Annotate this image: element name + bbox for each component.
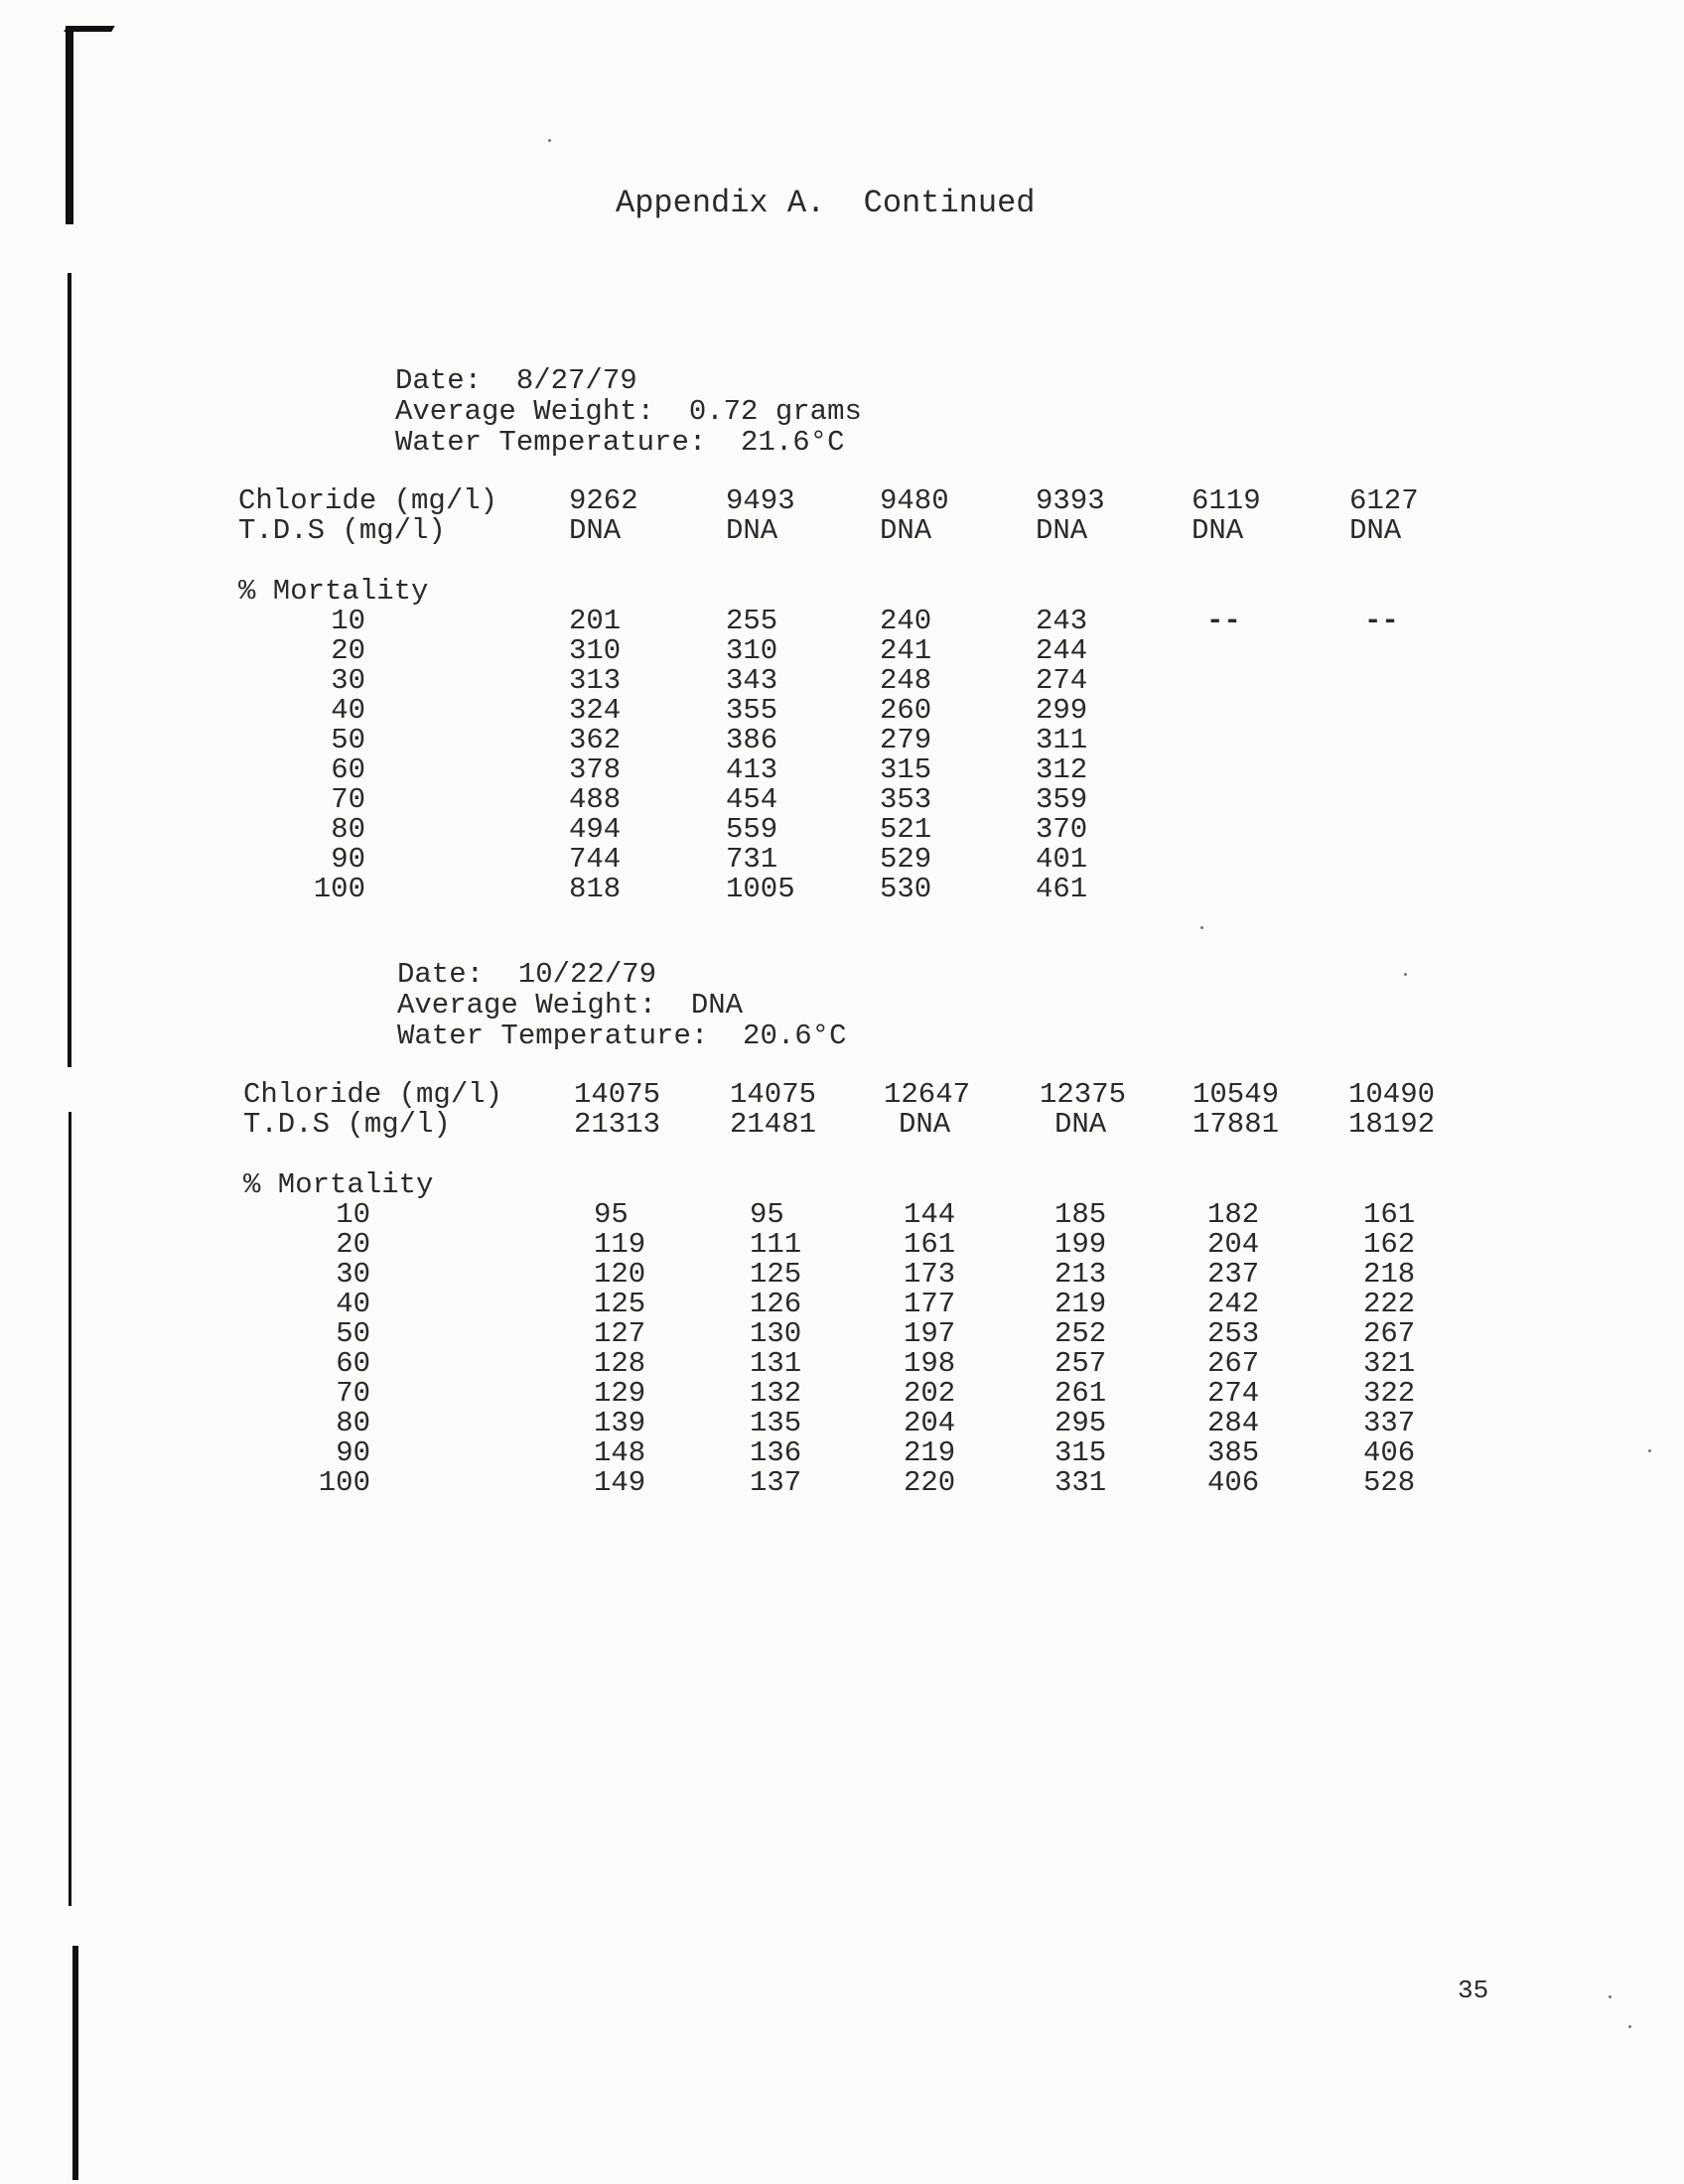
mortality-value: 818	[569, 873, 622, 905]
mortality-value: 242	[1207, 1288, 1260, 1320]
section1-tds-row	[238, 514, 1402, 547]
mortality-value: 267	[1363, 1317, 1416, 1350]
mortality-value: 261	[1054, 1377, 1107, 1410]
section1-weight: Average Weight: 0.72 grams	[395, 395, 862, 428]
mortality-value: 310	[726, 634, 778, 667]
mortality-percent: 70	[331, 783, 365, 816]
scan-speck	[548, 139, 551, 142]
mortality-value: 240	[880, 605, 932, 637]
mortality-value: 197	[904, 1317, 956, 1350]
mortality-value: 129	[594, 1377, 646, 1410]
mortality-value: 222	[1363, 1288, 1416, 1320]
mortality-value: 284	[1207, 1407, 1260, 1439]
mortality-value: 744	[569, 843, 622, 876]
tds-label: T.D.S (mg/l)	[243, 1108, 451, 1141]
mortality-value: 252	[1054, 1317, 1107, 1350]
mortality-value: 312	[1036, 753, 1088, 786]
mortality-value: 130	[750, 1317, 802, 1350]
section1-mortality-header	[238, 575, 429, 608]
mortality-value: 324	[569, 694, 622, 727]
mortality-value: 149	[594, 1466, 646, 1499]
mortality-value: 148	[594, 1436, 646, 1469]
chloride-value: 10549	[1193, 1078, 1280, 1111]
mortality-value: 299	[1036, 694, 1088, 727]
mortality-value: 204	[904, 1407, 956, 1439]
mortality-value: 337	[1363, 1407, 1416, 1439]
mortality-value: 132	[750, 1377, 802, 1410]
mortality-value: 406	[1363, 1436, 1416, 1469]
tds-value: 21481	[730, 1108, 817, 1141]
mortality-label: % Mortality	[238, 575, 429, 608]
page-number: 35	[1458, 1976, 1489, 2005]
mortality-value: 295	[1054, 1407, 1107, 1439]
mortality-value: 125	[594, 1288, 646, 1320]
mortality-value: 401	[1036, 843, 1088, 876]
mortality-value: 120	[594, 1258, 646, 1291]
mortality-value: --	[1364, 605, 1399, 637]
binding-edge-corner	[64, 26, 114, 32]
section2-chloride-row	[243, 1078, 1436, 1111]
mortality-value: 406	[1207, 1466, 1260, 1499]
mortality-percent: 100	[313, 873, 365, 905]
mortality-percent: 100	[318, 1466, 370, 1499]
mortality-value: 95	[594, 1198, 629, 1231]
mortality-value: 530	[880, 873, 932, 905]
mortality-value: 218	[1363, 1258, 1416, 1291]
binding-edge-bottom	[72, 1946, 78, 2180]
mortality-value: 279	[880, 724, 932, 756]
mortality-value: 315	[880, 753, 932, 786]
mortality-value: --	[1206, 605, 1241, 637]
mortality-value: 255	[726, 605, 778, 637]
mortality-value: 219	[1054, 1288, 1107, 1320]
mortality-value: 241	[880, 634, 932, 667]
mortality-value: 315	[1054, 1436, 1107, 1469]
mortality-value: 220	[904, 1466, 956, 1499]
scan-speck	[1648, 1449, 1651, 1452]
mortality-value: 161	[1363, 1198, 1416, 1231]
mortality-value: 139	[594, 1407, 646, 1439]
mortality-value: 131	[750, 1347, 802, 1380]
chloride-value: 12647	[884, 1078, 971, 1111]
mortality-value: 274	[1036, 664, 1088, 697]
mortality-percent: 40	[336, 1288, 370, 1320]
mortality-value: 1005	[726, 873, 795, 905]
chloride-value: 10490	[1348, 1078, 1436, 1111]
mortality-value: 244	[1036, 634, 1088, 667]
mortality-percent: 90	[336, 1436, 370, 1469]
mortality-value: 185	[1054, 1198, 1107, 1231]
mortality-value: 257	[1054, 1347, 1107, 1380]
mortality-value: 559	[726, 813, 778, 846]
section2-meta	[397, 959, 846, 1051]
mortality-value: 461	[1036, 873, 1088, 905]
mortality-value: 243	[1036, 605, 1088, 637]
mortality-value: 529	[880, 843, 932, 876]
scan-speck	[1404, 973, 1407, 976]
mortality-value: 119	[594, 1228, 646, 1261]
mortality-value: 127	[594, 1317, 646, 1350]
mortality-percent: 20	[331, 634, 365, 667]
section1-meta	[395, 365, 862, 458]
mortality-percent: 80	[336, 1407, 370, 1439]
binding-edge-mid	[68, 273, 71, 1067]
section2-temperature: Water Temperature: 20.6°C	[397, 1020, 847, 1052]
mortality-value: 353	[880, 783, 932, 816]
mortality-percent: 50	[336, 1317, 370, 1350]
mortality-value: 528	[1363, 1466, 1416, 1499]
chloride-label: Chloride (mg/l)	[238, 484, 498, 517]
mortality-percent: 50	[331, 724, 365, 756]
mortality-percent: 10	[331, 605, 365, 637]
mortality-percent: 10	[336, 1198, 370, 1231]
mortality-value: 731	[726, 843, 778, 876]
chloride-value: 6119	[1192, 484, 1261, 517]
chloride-value: 9480	[880, 484, 949, 517]
chloride-value: 12375	[1040, 1078, 1127, 1111]
mortality-value: 173	[904, 1258, 956, 1291]
mortality-value: 136	[750, 1436, 802, 1469]
mortality-value: 274	[1207, 1377, 1260, 1410]
mortality-percent: 20	[336, 1228, 370, 1261]
section2-tds-row	[243, 1108, 1436, 1141]
tds-value: 17881	[1193, 1108, 1280, 1141]
mortality-value: 267	[1207, 1347, 1260, 1380]
mortality-value: 237	[1207, 1258, 1260, 1291]
mortality-value: 95	[750, 1198, 784, 1231]
mortality-value: 413	[726, 753, 778, 786]
tds-value: DNA	[1036, 514, 1088, 547]
chloride-value: 6127	[1349, 484, 1419, 517]
mortality-percent: 90	[331, 843, 365, 876]
mortality-value: 128	[594, 1347, 646, 1380]
mortality-value: 162	[1363, 1228, 1416, 1261]
mortality-percent: 40	[331, 694, 365, 727]
mortality-value: 322	[1363, 1377, 1416, 1410]
mortality-percent: 70	[336, 1377, 370, 1410]
chloride-value: 9393	[1036, 484, 1105, 517]
mortality-percent: 30	[331, 664, 365, 697]
mortality-label: % Mortality	[243, 1168, 434, 1201]
section1-date: Date: 8/27/79	[395, 364, 637, 397]
tds-value: DNA	[1349, 514, 1402, 547]
mortality-value: 253	[1207, 1317, 1260, 1350]
section2-mortality-header	[243, 1168, 434, 1201]
mortality-value: 219	[904, 1436, 956, 1469]
mortality-value: 177	[904, 1288, 956, 1320]
mortality-percent: 60	[331, 753, 365, 786]
page-title: Appendix A. Continued	[616, 185, 1036, 221]
mortality-percent: 30	[336, 1258, 370, 1291]
mortality-value: 311	[1036, 724, 1088, 756]
mortality-percent: 60	[336, 1347, 370, 1380]
mortality-value: 331	[1054, 1466, 1107, 1499]
chloride-value: 14075	[574, 1078, 661, 1111]
binding-edge-lower	[69, 1112, 71, 1906]
mortality-value: 343	[726, 664, 778, 697]
mortality-value: 386	[726, 724, 778, 756]
mortality-value: 126	[750, 1288, 802, 1320]
mortality-value: 198	[904, 1347, 956, 1380]
section2-weight: Average Weight: DNA	[397, 989, 744, 1022]
section1-temperature: Water Temperature: 21.6°C	[395, 426, 845, 459]
binding-edge-top	[66, 26, 73, 224]
mortality-value: 454	[726, 783, 778, 816]
mortality-value: 182	[1207, 1198, 1260, 1231]
tds-value: 18192	[1348, 1108, 1436, 1141]
mortality-value: 359	[1036, 783, 1088, 816]
mortality-value: 204	[1207, 1228, 1260, 1261]
scan-speck	[1200, 926, 1203, 929]
section1-chloride-row	[238, 484, 1419, 517]
mortality-value: 370	[1036, 813, 1088, 846]
mortality-value: 144	[904, 1198, 956, 1231]
tds-value: 21313	[574, 1108, 661, 1141]
mortality-value: 161	[904, 1228, 956, 1261]
chloride-value: 9262	[569, 484, 638, 517]
mortality-value: 385	[1207, 1436, 1260, 1469]
mortality-value: 213	[1054, 1258, 1107, 1291]
mortality-value: 201	[569, 605, 622, 637]
chloride-value: 9493	[726, 484, 795, 517]
tds-value: DNA	[880, 514, 932, 547]
mortality-value: 521	[880, 813, 932, 846]
mortality-value: 137	[750, 1466, 802, 1499]
mortality-value: 378	[569, 753, 622, 786]
mortality-value: 111	[750, 1228, 802, 1261]
mortality-value: 321	[1363, 1347, 1416, 1380]
tds-value: DNA	[1054, 1108, 1107, 1141]
tds-label: T.D.S (mg/l)	[238, 514, 446, 547]
mortality-value: 260	[880, 694, 932, 727]
scan-speck	[1628, 2025, 1631, 2028]
mortality-value: 202	[904, 1377, 956, 1410]
section2-date: Date: 10/22/79	[397, 958, 657, 991]
tds-value: DNA	[726, 514, 778, 547]
mortality-value: 362	[569, 724, 622, 756]
mortality-value: 135	[750, 1407, 802, 1439]
mortality-value: 355	[726, 694, 778, 727]
chloride-value: 14075	[730, 1078, 817, 1111]
scan-speck	[1609, 1995, 1612, 1998]
chloride-label: Chloride (mg/l)	[243, 1078, 503, 1111]
mortality-value: 248	[880, 664, 932, 697]
tds-value: DNA	[569, 514, 622, 547]
mortality-value: 313	[569, 664, 622, 697]
tds-value: DNA	[899, 1108, 951, 1141]
mortality-value: 488	[569, 783, 622, 816]
tds-value: DNA	[1192, 514, 1244, 547]
mortality-value: 310	[569, 634, 622, 667]
mortality-value: 199	[1054, 1228, 1107, 1261]
mortality-percent: 80	[331, 813, 365, 846]
mortality-value: 125	[750, 1258, 802, 1291]
mortality-value: 494	[569, 813, 622, 846]
